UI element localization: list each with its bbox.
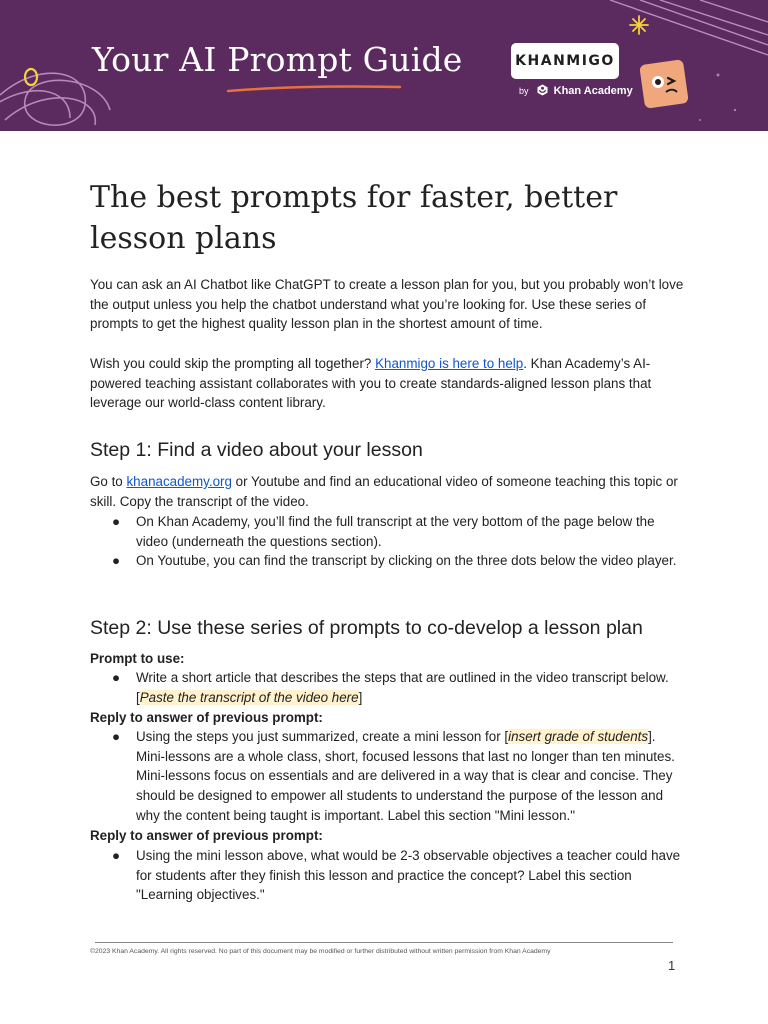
step1-paragraph (90, 472, 685, 511)
step1-text-before: Go to (90, 474, 127, 489)
prompt-2-after: ]. Mini-lessons are a whole class, short, focused lessons that last no longer than ten minutes. Mini-lessons focus on essentials and are delivered in a way that is clear and concise. They should be designed to empower all students to understand the purpose of the lesson and why the content being taught is important. Label this section "Mini lesson." (136, 729, 675, 823)
step1-text-after: or Youtube and find an educational video of someone teaching this topic or skill. Copy the transcript of the video. (90, 474, 678, 509)
bullet: ● (112, 553, 121, 568)
header-banner (0, 0, 768, 131)
khan-academy-icon (537, 84, 548, 96)
intro-paragraph: You can ask an AI Chatbot like ChatGPT to create a lesson plan for you, but you probably won’t love the output unless you help the chatbot understand what you’re looking for. Use these series of prompts to get the highest quality lesson plan in the shortest amount of time. (90, 277, 684, 332)
list-item (112, 727, 682, 826)
list-item (112, 512, 682, 551)
list-item-text: On Youtube, you can find the transcript by clicking on the three dots below the video player. (136, 553, 677, 568)
khanmigo-link[interactable]: Khanmigo is here to help (375, 356, 524, 371)
prompt-1-before: Write a short article that describes the steps that are outlined in the video transcript below. [ (136, 670, 669, 705)
khanacademy-link[interactable]: khanacademy.org (126, 474, 232, 489)
step1-heading: Step 1: Find a video about your lesson (90, 439, 423, 461)
byline-by: by (519, 86, 529, 96)
list-item (112, 846, 682, 905)
khanmigo-text-after: . Khan Academy’s AI-powered teaching assistant collaborates with you to create standards-aligned lesson plans that leverage our world-class content library. (90, 356, 652, 411)
khanmigo-text-before: Wish you could skip the prompting all together? (90, 356, 376, 371)
bullet: ● (112, 848, 121, 863)
list-item (112, 551, 682, 571)
khanmigo-mascot-icon (638, 58, 690, 110)
transcript-placeholder: Paste the transcript of the video here (139, 689, 359, 705)
bullet: ● (112, 514, 121, 529)
list-item-text: On Khan Academy, you’ll find the full transcript at the very bottom of the page below the video (underneath the questions section). (136, 514, 655, 549)
khanmigo-logo-text: KHANMIGO (515, 53, 615, 69)
list-item (112, 668, 682, 707)
bullet: ● (112, 729, 121, 744)
prompt-2-text (136, 727, 682, 826)
reply-label-1: Reply to answer of previous prompt: (90, 710, 323, 725)
prompt-1-after: ] (358, 689, 363, 705)
bullet: ● (112, 670, 121, 685)
byline (519, 84, 633, 97)
prompt-label: Prompt to use: (90, 651, 185, 666)
khanmigo-paragraph (90, 354, 685, 413)
khanmigo-logo (511, 43, 619, 79)
page-title: The best prompts for faster, better lesson plans (90, 180, 618, 256)
reply-label-2: Reply to answer of previous prompt: (90, 828, 323, 843)
banner-title: Your AI Prompt Guide (92, 40, 463, 79)
footer-divider (95, 942, 673, 943)
prompt-2-before: Using the steps you just summarized, create a mini lesson for [ (136, 729, 509, 744)
step2-heading: Step 2: Use these series of prompts to co-develop a lesson plan (90, 617, 643, 639)
page-number: 1 (668, 958, 676, 973)
footer-copyright: ©2023 Khan Academy. All rights reserved. No part of this document may be modified or further distributed without written permission from Khan Academy (90, 948, 551, 955)
byline-org: Khan Academy (553, 85, 633, 97)
prompt-3-text: Using the mini lesson above, what would be 2-3 observable objectives a teacher could have for students after they finish this lesson and practice the concept? Label this section "Learning objectives." (136, 848, 681, 903)
grade-placeholder: insert grade of students (508, 729, 649, 744)
prompt-1-text (136, 668, 682, 707)
